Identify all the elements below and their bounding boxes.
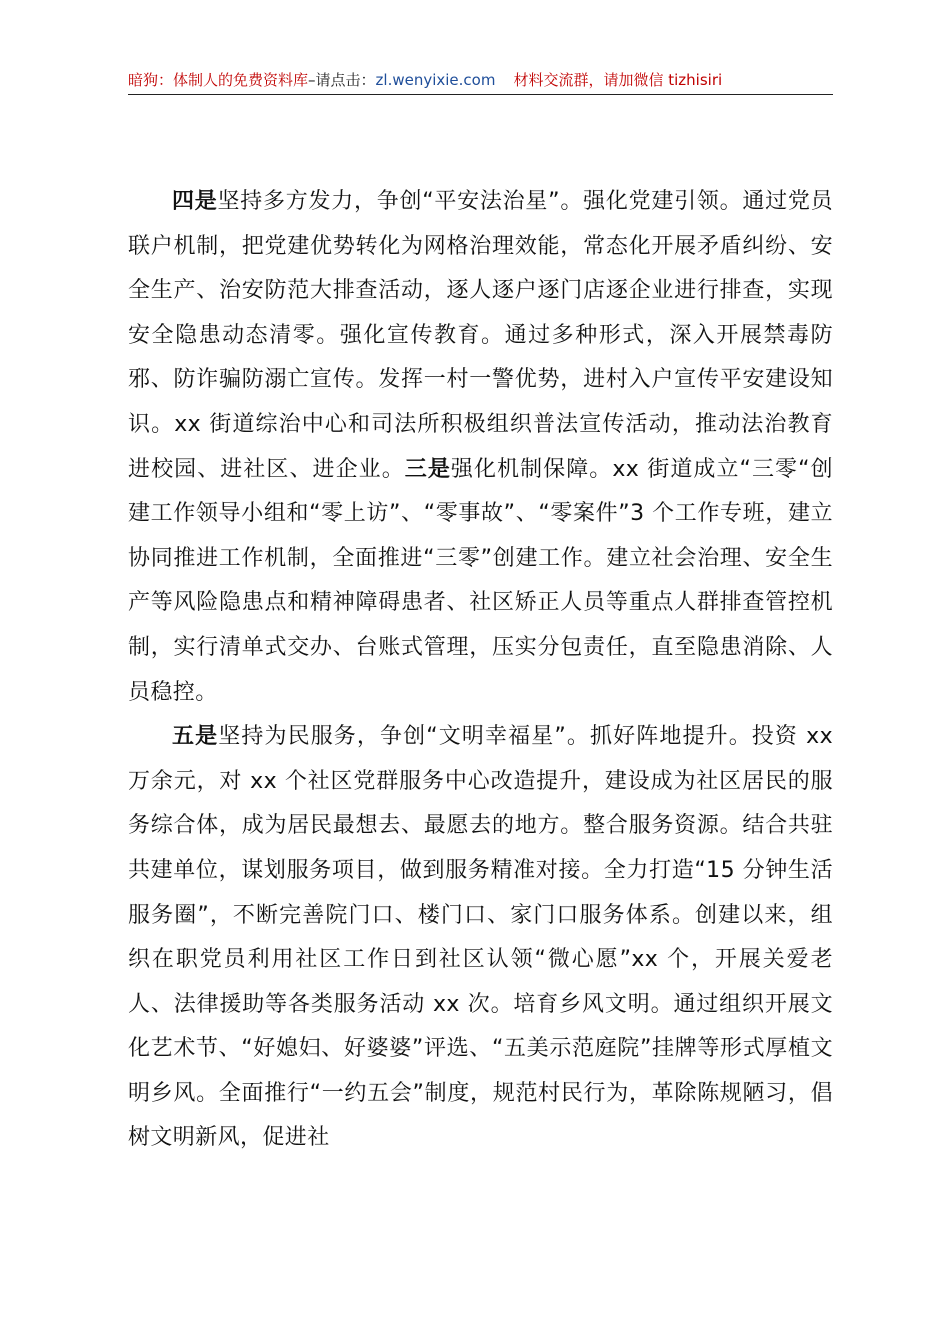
page-header (128, 66, 833, 95)
document-body (128, 180, 833, 1161)
paragraph-text: 坚持为民服务，争创“文明幸福星”。抓好阵地提升。投资 xx 万余元，对 xx 个社区党群服务中心改造提升，建设成为社区居民的服务综合体，成为居民最想去、最愿去的地方。整合服务资源。结合共驻共建单位，谋划服务项目，做到服务精准对接。全力打造“15 分钟生活服务圈”，不断完善院门口、楼门口、家门口服务体系。创建以来，组织在职党员利用社区工作日到社区认领“微心愿”xx 个，开展关爱老人、法律援助等各类服务活动 xx 次。培育乡风文明。通过组织开展文化艺术节、“好媳妇、好婆婆”评选、“五美示范庭院”挂牌等形式厚植文明乡风。全面推行“一约五会”制度，规范村民行为，革除陈规陋习，倡树文明新风，促进社 (128, 724, 833, 1151)
heading-three: 三是 (404, 456, 451, 482)
paragraph-text: 强化机制保障。xx 街道成立“三零“创建工作领导小组和“零上访”、“零事故”、“零案件”3 个工作专班，建立协同推进工作机制，全面推进“三零”创建工作。建立社会治理、安全生产等风险隐患点和精神障碍患者、社区矫正人员等重点人群排查管控机制，实行清单式交办、台账式管理，压实分包责任，直至隐患消除、人员稳控。 (128, 456, 833, 705)
paragraph-text: 坚持多方发力，争创“平安法治星”。强化党建引领。通过党员联户机制，把党建优势转化为网格治理效能，常态化开展矛盾纠纷、安全生产、治安防范大排查活动，逐人逐户逐门店逐企业进行排查，实现安全隐患动态清零。强化宣传教育。通过多种形式，深入开展禁毒防邪、防诈骗防溺亡宣传。发挥一村一警优势，进村入户宣传平安建设知识。xx 街道综治中心和司法所积极组织普法宣传活动，推动法治教育进校园、进社区、进企业。 (128, 189, 833, 482)
site-name: 暗狗：体制人的免费资料库 (128, 71, 309, 89)
heading-five: 五是 (172, 724, 219, 750)
wechat-text: 材料交流群，请加微信 tizhisiri (513, 71, 723, 89)
heading-four: 四是 (172, 189, 218, 214)
click-prompt: –请点击： (308, 71, 376, 89)
paragraph-five (128, 715, 833, 1161)
site-url-link[interactable]: zl.wenyixie.com (375, 71, 496, 89)
paragraph-four (128, 180, 833, 715)
